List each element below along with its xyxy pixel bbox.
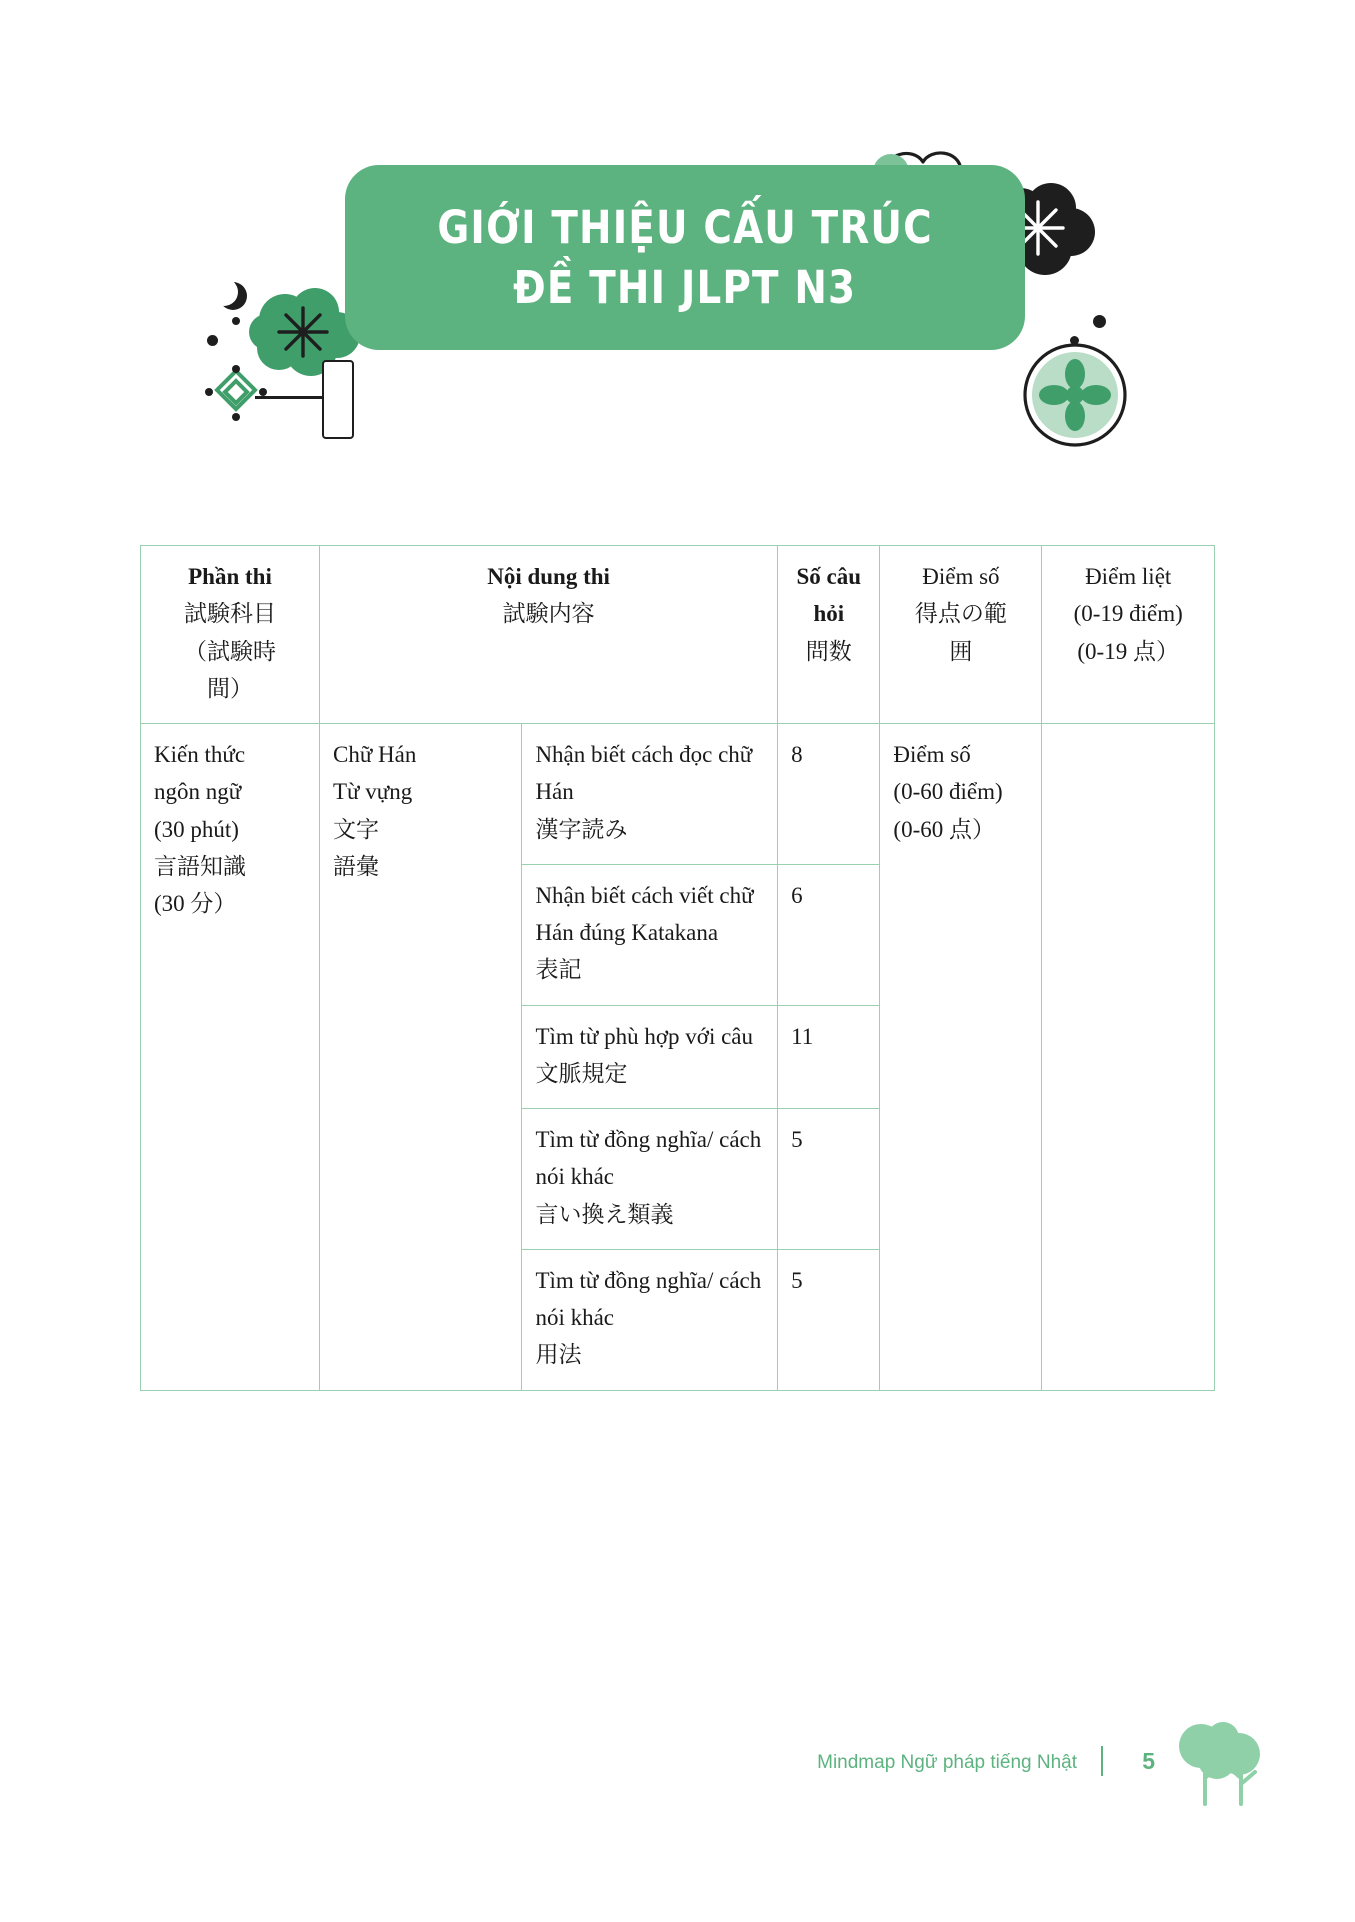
header-score-jp2: 囲 — [949, 638, 973, 664]
header-part-jp: 試験科目 — [184, 601, 276, 627]
header-questions-jp: 問数 — [805, 638, 852, 664]
footer-divider — [1101, 1746, 1103, 1776]
flower-circle-icon — [1020, 340, 1130, 450]
page-header — [0, 110, 1355, 400]
header-score — [880, 546, 1042, 724]
moon-icon — [210, 278, 238, 306]
header-part-jp3: 間） — [207, 675, 253, 701]
table-header-row — [141, 546, 1215, 724]
score-range-jp: (0-60 点） — [893, 816, 995, 842]
diamond-icon — [205, 365, 267, 427]
content-jp: 文脈規定 — [535, 1060, 628, 1086]
page-footer — [0, 1730, 1355, 1810]
section-name-jp2: (30 分） — [154, 891, 237, 916]
subject-vi: Chữ Hán — [333, 742, 417, 767]
content-cell — [522, 864, 778, 1005]
section-title-banner — [345, 165, 1025, 350]
content-cell — [522, 1005, 778, 1109]
question-count: 11 — [778, 1005, 880, 1109]
exam-structure-table — [140, 545, 1215, 1391]
tree-icon — [1165, 1712, 1275, 1817]
connector-block — [322, 360, 354, 439]
header-fail-vi: Điểm liệt — [1085, 564, 1172, 589]
footer-book-title: Mindmap Ngữ pháp tiếng Nhật — [817, 1752, 1077, 1773]
header-part-jp2: （試験時 — [184, 638, 276, 664]
header-part — [141, 546, 320, 724]
content-vi: Tìm từ đồng nghĩa/ cách nói khác — [535, 1267, 762, 1330]
content-cell — [522, 724, 778, 865]
subject-cell — [320, 724, 522, 1391]
header-content-jp: 試験内容 — [502, 601, 595, 627]
content-jp: 用法 — [535, 1342, 582, 1368]
content-vi: Tìm từ đồng nghĩa/ cách nói khác — [535, 1127, 762, 1190]
content-vi: Tìm từ phù hợp với câu — [535, 1023, 754, 1049]
section-name-jp: 言語知識 — [154, 853, 246, 879]
dot-decor-icon — [1093, 315, 1106, 328]
table-row — [141, 724, 1215, 865]
content-vi: Nhận biết cách viết chữ Hán đúng Katakana — [535, 882, 754, 945]
subject-jp: 文字 — [333, 816, 379, 842]
question-count: 8 — [778, 724, 880, 865]
exam-structure-table-wrap — [140, 545, 1215, 1391]
dot-decor-icon — [207, 335, 218, 346]
subject-jp2: 語彙 — [333, 853, 379, 879]
content-cell — [522, 1109, 778, 1250]
header-questions-vi2: hỏi — [813, 601, 845, 627]
question-count: 5 — [778, 1249, 880, 1390]
page-title-line2: ĐỀ THI JLPT N3 — [513, 260, 857, 314]
header-questions-vi: Số câu — [796, 564, 862, 589]
header-content-vi: Nội dung thi — [487, 564, 610, 589]
fail-score-cell — [1042, 724, 1215, 1391]
question-count: 6 — [778, 864, 880, 1005]
section-name-vi3: (30 phút) — [154, 816, 239, 842]
dot-decor-icon — [232, 317, 240, 325]
header-fail-jp: (0-19 点） — [1077, 638, 1179, 664]
score-range-vi2: (0-60 điểm) — [893, 779, 1003, 805]
section-name-vi: Kiến thức — [154, 742, 246, 767]
page-title-line1: GIỚI THIỆU CẤU TRÚC — [437, 201, 933, 255]
header-score-vi: Điểm số — [922, 564, 1000, 589]
section-name-cell — [141, 724, 320, 1391]
content-jp: 表記 — [535, 957, 582, 983]
header-questions — [778, 546, 880, 724]
subject-vi2: Từ vựng — [333, 779, 413, 805]
content-cell — [522, 1249, 778, 1390]
header-content — [320, 546, 778, 724]
score-range-vi: Điểm số — [893, 742, 971, 767]
section-name-vi2: ngôn ngữ — [154, 779, 242, 805]
content-jp: 言い換え類義 — [535, 1201, 674, 1227]
header-fail-score — [1042, 546, 1215, 724]
header-fail-vi2: (0-19 điểm) — [1073, 601, 1183, 627]
page-number: 5 — [1142, 1748, 1155, 1774]
header-score-jp: 得点の範 — [914, 601, 1007, 627]
question-count: 5 — [778, 1109, 880, 1250]
content-jp: 漢字読み — [535, 816, 628, 842]
header-part-vi: Phần thi — [188, 564, 272, 589]
score-range-cell — [880, 724, 1042, 1391]
content-vi: Nhận biết cách đọc chữ Hán — [535, 742, 753, 805]
